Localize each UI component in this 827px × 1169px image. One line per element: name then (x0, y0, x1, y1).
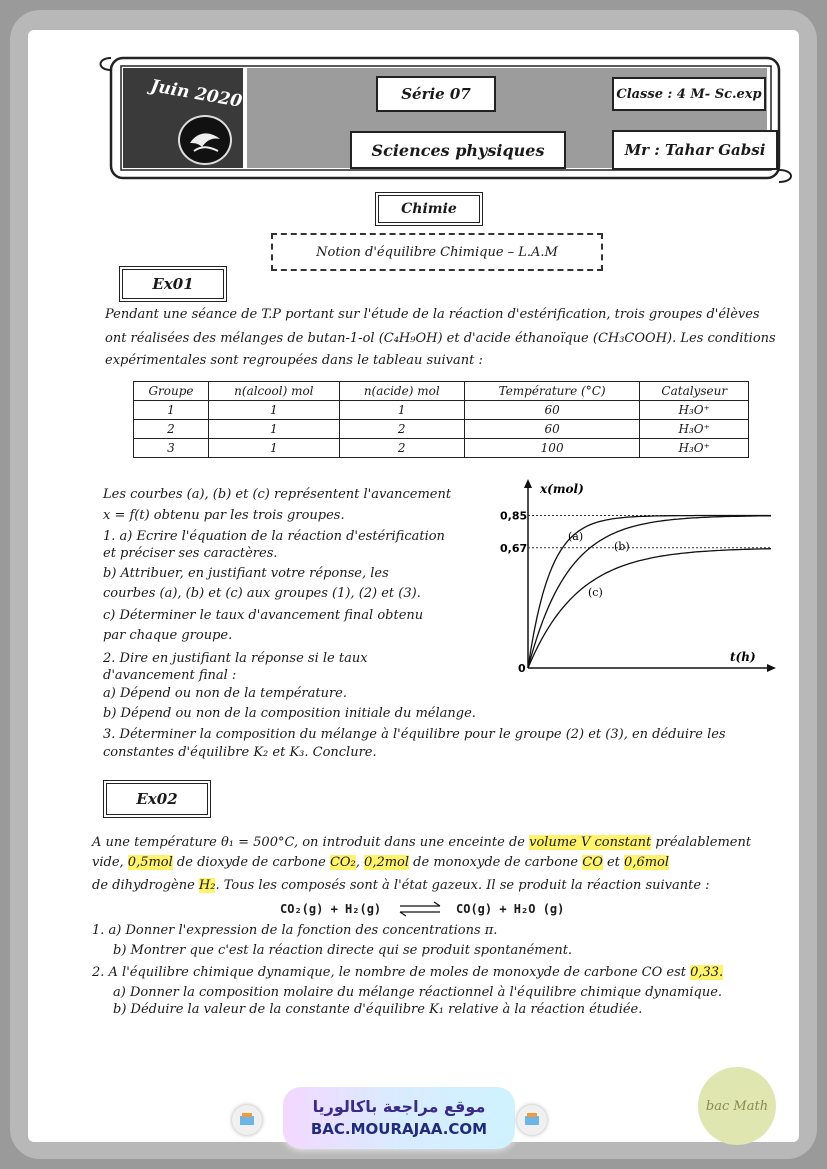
table-header-cell: Température (°C) (464, 382, 640, 401)
text-span: de dioxyde de carbone (172, 855, 330, 870)
ex02-q2 (92, 965, 723, 981)
table-row (134, 439, 749, 458)
highlight-h2-moles: 0,6mol (624, 855, 670, 870)
table-cell: 3 (134, 439, 209, 458)
equilibrium-arrows-icon (396, 900, 446, 918)
ex01-line: et préciser ses caractères. (103, 546, 278, 561)
ex02-q1b: b) Montrer que c'est la réaction directe qui se produit spontanément. (113, 943, 573, 958)
conditions-table (133, 381, 749, 458)
table-cell: 1 (134, 401, 209, 420)
bird-emblem-icon (180, 117, 230, 163)
text-span: , (355, 855, 365, 870)
curve-label-a: (a) (568, 530, 584, 543)
x-axis-label: t(h) (730, 650, 756, 664)
text-span: préalablement (651, 835, 752, 850)
table-cell: 1 (208, 439, 339, 458)
equation-left: CO₂(g) + H₂(g) (280, 902, 382, 916)
ex01-line: 1. a) Ecrire l'équation de la réaction d'estérification (103, 529, 445, 544)
highlight-co2: CO₂ (329, 855, 356, 870)
ex01-line: d'avancement final : (103, 668, 237, 683)
section-title: Chimie (375, 192, 483, 226)
table-cell: 2 (339, 420, 464, 439)
book-icon (517, 1105, 547, 1135)
highlight-co-moles: 0,2mol (364, 855, 410, 870)
ex01-line: Les courbes (a), (b) et (c) représentent l'avancement (103, 487, 452, 502)
ex01-line: par chaque groupe. (103, 628, 233, 643)
table-row (134, 420, 749, 439)
curve-a (528, 516, 771, 669)
text-span: vide, (92, 855, 128, 870)
highlight-co-equilibrium: 0,33. (690, 965, 724, 980)
footer-logo-right (517, 1105, 547, 1135)
curve-label-c: (c) (588, 586, 603, 599)
ex01-label: Ex01 (119, 266, 227, 302)
book-icon (232, 1105, 262, 1135)
table-cell: 60 (464, 420, 640, 439)
y-tick-067: 0,67 (500, 541, 528, 555)
y-tick-085: 0,85 (500, 509, 528, 523)
ex01-line: b) Attribuer, en justifiant votre réponse, les (103, 566, 389, 581)
ex02-label: Ex02 (103, 780, 211, 818)
footer-logo-left (232, 1105, 262, 1135)
table-cell: 1 (208, 420, 339, 439)
header-year: Juin 2020 (148, 76, 244, 112)
ex02-q1a: 1. a) Donner l'expression de la fonction des concentrations π. (92, 923, 498, 938)
text-span: de monoxyde de carbone (409, 855, 583, 870)
text-span: A une température θ₁ = 500°C, on introduit dans une enceinte de (92, 835, 530, 850)
advancement-graph (480, 475, 780, 685)
ex02-line-1 (92, 835, 751, 851)
table-cell: 2 (339, 439, 464, 458)
table-header-cell: Groupe (134, 382, 209, 401)
table-cell: H₃O⁺ (640, 420, 749, 439)
stamp-text: bac Math (705, 1098, 769, 1114)
table-header-cell: n(acide) mol (339, 382, 464, 401)
curve-b (528, 516, 771, 668)
table-cell: 1 (339, 401, 464, 420)
highlight-co: CO (582, 855, 603, 870)
text-span: . Tous les composés sont à l'état gazeux. Il se produit la réaction suivante : (215, 878, 710, 893)
ex01-line: c) Déterminer le taux d'avancement final obtenu (103, 608, 424, 623)
chapter-title: Notion d'équilibre Chimique – L.A.M (271, 233, 603, 271)
table-cell: 1 (208, 401, 339, 420)
table-header-cell: n(alcool) mol (208, 382, 339, 401)
highlight-co2-moles: 0,5mol (127, 855, 173, 870)
class-box: Classe : 4 M- Sc.exp (612, 77, 766, 111)
x-axis-arrow (767, 664, 776, 672)
table-cell: H₃O⁺ (640, 439, 749, 458)
table-cell: 2 (134, 420, 209, 439)
ex01-line: 3. Déterminer la composition du mélange à l'équilibre pour le groupe (2) et (3), en déduire les (103, 727, 726, 742)
highlight-volume: volume V constant (529, 835, 652, 850)
table-cell: H₃O⁺ (640, 401, 749, 420)
origin-label: 0 (518, 662, 526, 675)
ex02-line-2 (92, 855, 669, 871)
y-axis-label: x(mol) (540, 482, 584, 496)
teacher-box: Mr : Tahar Gabsi (612, 130, 778, 170)
text-span: et (602, 855, 625, 870)
ex01-intro-line-3: expérimentales sont regroupées dans le tableau suivant : (105, 353, 483, 368)
curve-label-b: (b) (614, 540, 630, 553)
ex01-intro-line-1: Pendant une séance de T.P portant sur l'étude de la réaction d'estérification, trois groupes d'élèves (105, 307, 760, 322)
subject-box: Sciences physiques (350, 131, 566, 169)
table-cell: 100 (464, 439, 640, 458)
ex01-line: b) Dépend ou non de la composition initiale du mélange. (103, 706, 476, 721)
text-span: de dihydrogène (92, 878, 199, 893)
series-box: Série 07 (376, 76, 496, 112)
ex02-q2b: b) Déduire la valeur de la constante d'équilibre K₁ relative à la réaction étudiée. (113, 1002, 643, 1017)
bac-math-stamp (698, 1067, 776, 1145)
equation-right: CO(g) + H₂O (g) (456, 902, 565, 916)
logo-emblem (178, 115, 232, 165)
table-header-row (134, 382, 749, 401)
table-row (134, 401, 749, 420)
footer-banner[interactable] (283, 1087, 515, 1149)
highlight-h2: H₂ (198, 878, 216, 893)
ex02-q2a: a) Donner la composition molaire du mélange réactionnel à l'équilibre chimique dynamique. (113, 985, 723, 1000)
ex01-line: x = f(t) obtenu par les trois groupes. (103, 508, 345, 523)
text-span: 2. A l'équilibre chimique dynamique, le nombre de moles de monoxyde de carbone CO est (92, 965, 691, 980)
ex01-line: a) Dépend ou non de la température. (103, 686, 347, 701)
table-cell: 60 (464, 401, 640, 420)
ex01-intro-line-2: ont réalisées des mélanges de butan-1-ol (C₄H₉OH) et d'acide éthanoïque (CH₃COOH). Les conditions (105, 331, 776, 346)
ex01-line: 2. Dire en justifiant la réponse si le taux (103, 651, 368, 666)
ex01-line: courbes (a), (b) et (c) aux groupes (1), (2) et (3). (103, 586, 421, 601)
ex01-line: constantes d'équilibre K₂ et K₃. Conclure. (103, 745, 377, 760)
footer-site-link[interactable]: BAC.MOURAJAA.COM (310, 1120, 488, 1138)
y-axis-arrow (524, 479, 532, 488)
table-header-cell: Catalyseur (640, 382, 749, 401)
footer-arabic: موقع مراجعة باكالوريا (312, 1097, 486, 1116)
ex02-line-3 (92, 878, 710, 894)
